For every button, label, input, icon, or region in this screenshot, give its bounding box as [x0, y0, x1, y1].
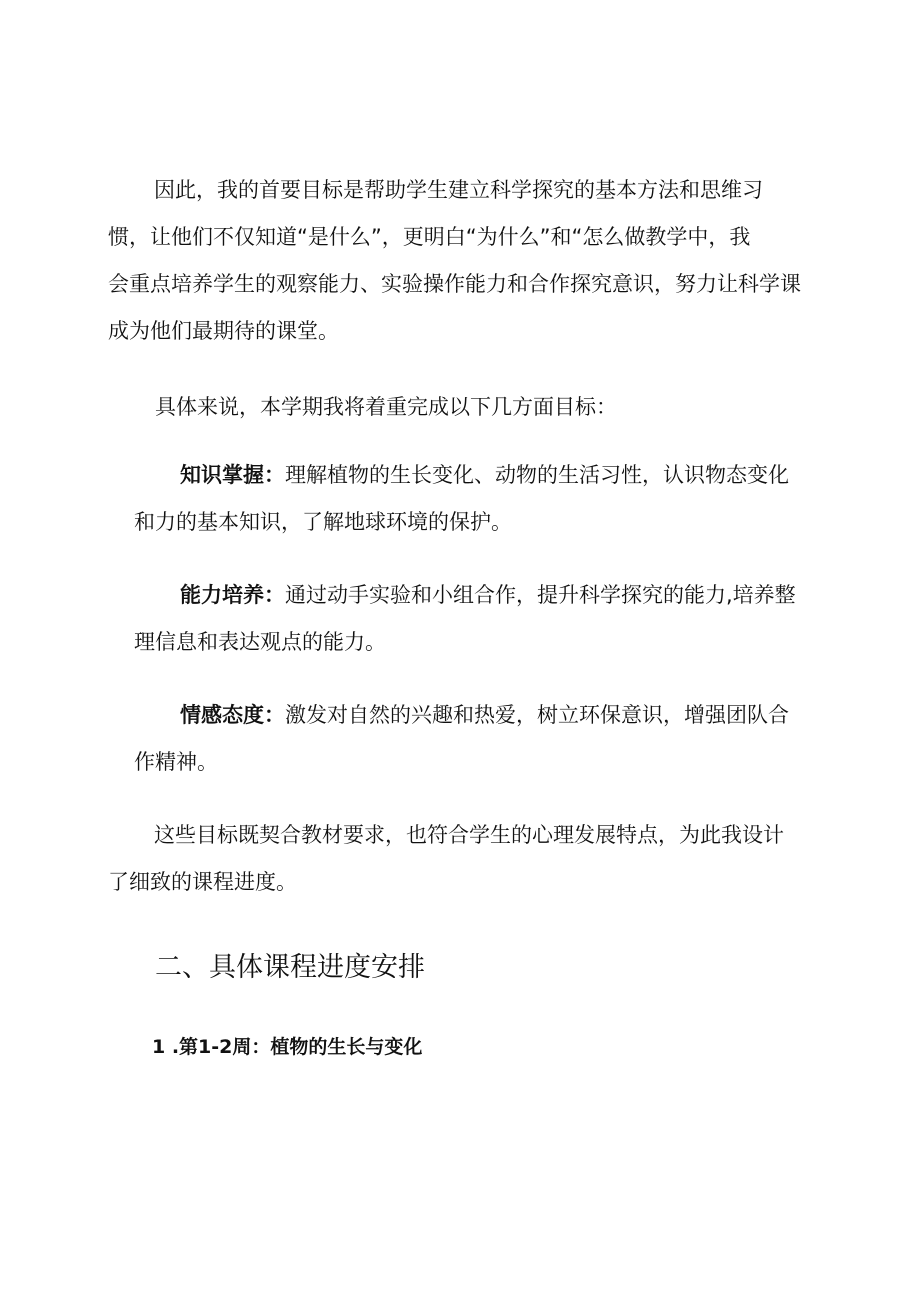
summary-line-1: 这些目标既契合教材要求，也符合学生的心理发展特点，为此我设计 — [154, 823, 784, 847]
goal-emotion — [134, 692, 789, 786]
goal-ability-line-1 — [134, 572, 796, 619]
intro-line-2: 惯，让他们不仅知道“是什么”，更明白“为什么”和“怎么做教学中，我 — [108, 225, 751, 249]
section-heading: 二、具体课程进度安排 — [155, 952, 425, 983]
goal-knowledge-label: 知识掌握： — [180, 463, 285, 487]
goal-ability-label: 能力培养： — [180, 583, 285, 607]
goal-emotion-label: 情感态度： — [180, 703, 285, 727]
goal-emotion-text-2: 作精神。 — [134, 750, 218, 774]
goal-ability-text-2: 理信息和表达观点的能力。 — [134, 630, 386, 654]
intro-paragraph — [108, 167, 801, 355]
intro-line-3: 会重点培养学生的观察能力、实验操作能力和合作探究意识，努力让科学课 — [108, 272, 801, 296]
goal-knowledge-text-1: 理解植物的生长变化、动物的生活习性，认识物态变化 — [285, 463, 789, 487]
goal-knowledge — [134, 452, 789, 546]
specific-goals-text: 具体来说，本学期我将着重完成以下几方面目标： — [155, 395, 617, 419]
goal-knowledge-line-1 — [134, 452, 789, 499]
week-heading: 1 .第1-2周：植物的生长与变化 — [152, 1036, 423, 1058]
goal-ability-text-1: 通过动手实验和小组合作，提升科学探究的能力,培养整 — [285, 583, 796, 607]
summary-line-2: 了细致的课程进度。 — [108, 870, 297, 894]
specific-goals-intro — [155, 384, 617, 431]
intro-line-4: 成为他们最期待的课堂。 — [108, 319, 339, 343]
summary-paragraph — [108, 812, 784, 906]
goal-emotion-line-1 — [134, 692, 789, 739]
goal-emotion-text-1: 激发对自然的兴趣和热爱，树立环保意识，增强团队合 — [285, 703, 789, 727]
goal-ability — [134, 572, 796, 666]
goal-knowledge-text-2: 和力的基本知识，了解地球环境的保护。 — [134, 510, 512, 534]
intro-line-1: 因此，我的首要目标是帮助学生建立科学探究的基本方法和思维习 — [154, 178, 763, 202]
